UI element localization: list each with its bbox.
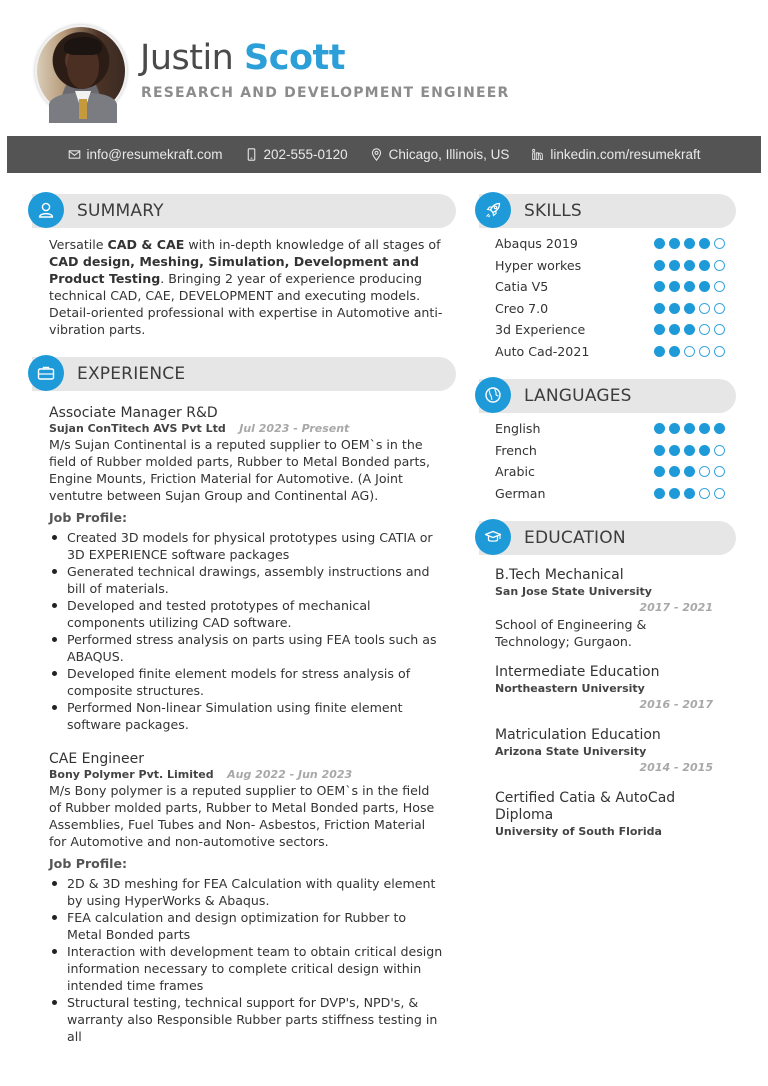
section-header-summary bbox=[32, 194, 456, 228]
languages-label: French bbox=[495, 442, 537, 458]
envelope-icon bbox=[68, 148, 81, 161]
section-title: EXPERIENCE bbox=[77, 364, 186, 384]
briefcase-icon bbox=[36, 363, 56, 383]
section-header-education bbox=[479, 521, 736, 555]
rating-dot-filled-icon bbox=[699, 423, 710, 434]
rating-dot-filled-icon bbox=[699, 445, 710, 456]
skills-label: Catia V5 bbox=[495, 279, 549, 295]
bullet-item: Created 3D models for physical prototypes using CATIA or 3D EXPERIENCE software packages bbox=[49, 529, 444, 563]
rating-dot-filled-icon bbox=[684, 488, 695, 499]
rating-dot-empty-icon bbox=[714, 466, 725, 477]
rating-dot-filled-icon bbox=[699, 260, 710, 271]
bullet-item: Developed and tested prototypes of mechanical components utilizing CAD software. bbox=[49, 597, 444, 631]
skills-label: Creo 7.0 bbox=[495, 300, 549, 316]
rating-dot-filled-icon bbox=[684, 324, 695, 335]
contact-email[interactable] bbox=[68, 147, 223, 162]
languages-label: English bbox=[495, 421, 541, 437]
rating-dot-filled-icon bbox=[684, 238, 695, 249]
rating-dot-filled-icon bbox=[699, 238, 710, 249]
rating-dot-empty-icon bbox=[699, 466, 710, 477]
bullet-item: Developed finite element models for stress analysis of composite structures. bbox=[49, 665, 444, 699]
section-header-experience bbox=[32, 357, 456, 391]
rating-dot-filled-icon bbox=[684, 281, 695, 292]
experience-badge bbox=[28, 355, 64, 391]
education-entry bbox=[495, 664, 725, 713]
company-line bbox=[49, 768, 444, 782]
rating-dot-filled-icon bbox=[669, 445, 680, 456]
rating-dot-empty-icon bbox=[699, 303, 710, 314]
first-name: Justin bbox=[140, 38, 234, 78]
rating-dot-filled-icon bbox=[669, 324, 680, 335]
rating-dot-empty-icon bbox=[714, 488, 725, 499]
rating-dot-filled-icon bbox=[669, 488, 680, 499]
section-title: LANGUAGES bbox=[524, 386, 632, 406]
summary-highlight: CAD & CAE bbox=[107, 237, 185, 252]
bullet-item: FEA calculation and design optimization for Rubber to Metal Bonded parts bbox=[49, 909, 444, 943]
rating-dots bbox=[654, 238, 725, 249]
rating-dot-filled-icon bbox=[669, 281, 680, 292]
avatar-hair bbox=[64, 37, 102, 55]
degree: B.Tech Mechanical bbox=[495, 567, 624, 583]
rating-dot-empty-icon bbox=[714, 445, 725, 456]
rating-dot-empty-icon bbox=[684, 346, 695, 357]
rating-dot-filled-icon bbox=[654, 423, 665, 434]
resume-header bbox=[0, 0, 768, 135]
company-description: M/s Sujan Continental is a reputed supplier to OEM`s in the field of Rubber molded parts, Rubber to Metal Bonded parts, Engine Mounts, Friction Material for Automotive. (A Joint ventutre between Sujan Group and Continental AG). bbox=[49, 437, 430, 503]
degree: Matriculation Education bbox=[495, 727, 661, 743]
summary-highlight: CAD design, Meshing, Simulation, Development and Product Testing bbox=[49, 254, 420, 286]
linkedin-icon bbox=[531, 148, 544, 161]
rating-dot-filled-icon bbox=[669, 466, 680, 477]
job-dates: Jul 2023 - Present bbox=[239, 422, 350, 435]
rating-dot-filled-icon bbox=[669, 238, 680, 249]
summary-text-part: Versatile bbox=[49, 237, 108, 252]
skills-list bbox=[495, 233, 725, 362]
skills-row bbox=[495, 233, 725, 255]
bullet-item: 2D & 3D meshing for FEA Calculation with quality element by using HyperWorks & Abaqus. bbox=[49, 875, 444, 909]
email-text: info@resumekraft.com bbox=[86, 147, 223, 162]
rating-dot-filled-icon bbox=[654, 281, 665, 292]
phone-icon bbox=[245, 148, 258, 161]
rating-dot-empty-icon bbox=[699, 324, 710, 335]
rating-dot-filled-icon bbox=[654, 488, 665, 499]
rating-dot-filled-icon bbox=[684, 303, 695, 314]
skills-row bbox=[495, 255, 725, 277]
rating-dots bbox=[654, 466, 725, 477]
years: 2014 - 2015 bbox=[639, 761, 713, 774]
skills-label: 3d Experience bbox=[495, 322, 586, 338]
education-list bbox=[495, 567, 725, 853]
summary-text-part: . Bringing 2 year of experience producing technical CAD, CAE, DEVELOPMENT and executing models. Detail-oriented professional with expertise in Automotive anti-vibration parts. bbox=[49, 271, 443, 337]
avatar bbox=[35, 25, 127, 117]
languages-row bbox=[495, 418, 725, 440]
skills-label: Auto Cad-2021 bbox=[495, 343, 590, 359]
rating-dot-filled-icon bbox=[669, 423, 680, 434]
rating-dot-filled-icon bbox=[654, 238, 665, 249]
rating-dot-filled-icon bbox=[684, 466, 695, 477]
school: San Jose State University bbox=[495, 585, 652, 598]
rating-dot-empty-icon bbox=[714, 324, 725, 335]
rating-dots bbox=[654, 281, 725, 292]
graduation-cap-icon bbox=[483, 527, 503, 547]
languages-label: Arabic bbox=[495, 464, 535, 480]
job-title: Associate Manager R&D bbox=[49, 405, 218, 421]
rating-dot-filled-icon bbox=[669, 303, 680, 314]
skills-label: Hyper workes bbox=[495, 257, 582, 273]
bullet-item: Performed stress analysis on parts using FEA tools such as ABAQUS. bbox=[49, 631, 444, 665]
rating-dot-empty-icon bbox=[714, 238, 725, 249]
languages-label: German bbox=[495, 485, 546, 501]
job-bullets bbox=[49, 875, 444, 1045]
languages-list bbox=[495, 418, 725, 504]
job-dates: Aug 2022 - Jun 2023 bbox=[227, 768, 353, 781]
rating-dot-empty-icon bbox=[699, 346, 710, 357]
rating-dot-filled-icon bbox=[654, 260, 665, 271]
years: 2016 - 2017 bbox=[639, 698, 713, 711]
globe-icon bbox=[483, 385, 503, 405]
phone-text: 202-555-0120 bbox=[263, 147, 348, 162]
rating-dot-filled-icon bbox=[654, 445, 665, 456]
bullet-item: Performed Non-linear Simulation using finite element software packages. bbox=[49, 699, 444, 733]
education-entry bbox=[495, 567, 725, 650]
education-note: School of Engineering & Technology; Gurgaon. bbox=[495, 617, 647, 649]
skills-label: Abaqus 2019 bbox=[495, 236, 578, 252]
school: Northeastern University bbox=[495, 682, 645, 695]
rating-dot-empty-icon bbox=[714, 346, 725, 357]
skills-row bbox=[495, 341, 725, 363]
last-name: Scott bbox=[244, 38, 345, 78]
job-profile-label: Job Profile: bbox=[49, 510, 128, 525]
rating-dots bbox=[654, 303, 725, 314]
job-title: CAE Engineer bbox=[49, 751, 144, 767]
degree: Certified Catia & AutoCad Diploma bbox=[495, 790, 676, 823]
section-title: SUMMARY bbox=[77, 201, 164, 221]
skills-badge bbox=[475, 192, 511, 228]
rating-dot-filled-icon bbox=[654, 303, 665, 314]
company-name: Bony Polymer Pvt. Limited bbox=[49, 768, 214, 781]
contact-phone[interactable] bbox=[245, 147, 348, 162]
section-header-skills bbox=[479, 194, 736, 228]
job-profile-label: Job Profile: bbox=[49, 856, 128, 871]
skills-row bbox=[495, 298, 725, 320]
rating-dot-filled-icon bbox=[684, 423, 695, 434]
rating-dot-filled-icon bbox=[714, 423, 725, 434]
experience-job bbox=[49, 404, 444, 733]
rating-dots bbox=[654, 488, 725, 499]
rocket-icon bbox=[483, 200, 503, 220]
contact-location bbox=[370, 147, 510, 162]
rating-dot-empty-icon bbox=[714, 303, 725, 314]
degree: Intermediate Education bbox=[495, 664, 660, 680]
rating-dots bbox=[654, 346, 725, 357]
rating-dot-filled-icon bbox=[654, 324, 665, 335]
company-name: Sujan ConTitech AVS Pvt Ltd bbox=[49, 422, 226, 435]
location-pin-icon bbox=[370, 148, 383, 161]
languages-badge bbox=[475, 377, 511, 413]
rating-dot-filled-icon bbox=[669, 260, 680, 271]
skills-row bbox=[495, 319, 725, 341]
experience-job bbox=[49, 750, 444, 1045]
company-line bbox=[49, 422, 444, 436]
contact-bar bbox=[7, 136, 761, 173]
school: Arizona State University bbox=[495, 745, 647, 758]
linkedin-text: linkedin.com/resumekraft bbox=[550, 147, 701, 162]
education-badge bbox=[475, 519, 511, 555]
candidate-name bbox=[140, 38, 345, 78]
summary-body bbox=[49, 236, 444, 338]
rating-dot-filled-icon bbox=[684, 445, 695, 456]
rating-dots bbox=[654, 260, 725, 271]
education-entry bbox=[495, 790, 725, 839]
company-description: M/s Bony polymer is a reputed supplier to OEM`s in the field of Rubber molded parts, Rubber to Metal Bonded parts, Hose Assemblies, Fuel Tubes and Non- Asbestos, Friction Material for Automotive and non-automotive sectors. bbox=[49, 783, 435, 849]
rating-dot-filled-icon bbox=[684, 260, 695, 271]
bullet-item: Interaction with development team to obtain critical design information necessary to complete critical design within intended time frames bbox=[49, 943, 444, 994]
summary-text-part: with in-depth knowledge of all stages of bbox=[184, 237, 441, 252]
rating-dots bbox=[654, 445, 725, 456]
languages-row bbox=[495, 461, 725, 483]
bullet-item: Generated technical drawings, assembly instructions and bill of materials. bbox=[49, 563, 444, 597]
rating-dots bbox=[654, 423, 725, 434]
rating-dot-empty-icon bbox=[714, 281, 725, 292]
school: University of South Florida bbox=[495, 825, 662, 838]
rating-dot-empty-icon bbox=[714, 260, 725, 271]
languages-row bbox=[495, 440, 725, 462]
years: 2017 - 2021 bbox=[639, 601, 713, 614]
section-title: SKILLS bbox=[524, 201, 582, 221]
education-entry bbox=[495, 727, 725, 776]
rating-dot-filled-icon bbox=[654, 466, 665, 477]
avatar-tie bbox=[79, 99, 87, 119]
contact-linkedin[interactable] bbox=[531, 147, 700, 162]
section-header-languages bbox=[479, 379, 736, 413]
bullet-item: Structural testing, technical support for DVP's, NPD's, & warranty also Responsible Rubber parts stiffness testing in all bbox=[49, 994, 444, 1045]
rating-dot-empty-icon bbox=[699, 488, 710, 499]
location-text: Chicago, Illinois, US bbox=[388, 147, 510, 162]
summary-text bbox=[49, 236, 444, 338]
job-bullets bbox=[49, 529, 444, 733]
rating-dot-filled-icon bbox=[699, 281, 710, 292]
rating-dot-filled-icon bbox=[669, 346, 680, 357]
job-role: RESEARCH AND DEVELOPMENT ENGINEER bbox=[141, 85, 510, 101]
rating-dot-filled-icon bbox=[654, 346, 665, 357]
skills-row bbox=[495, 276, 725, 298]
user-icon bbox=[36, 200, 56, 220]
summary-badge bbox=[28, 192, 64, 228]
languages-row bbox=[495, 483, 725, 505]
section-title: EDUCATION bbox=[524, 528, 626, 548]
rating-dots bbox=[654, 324, 725, 335]
